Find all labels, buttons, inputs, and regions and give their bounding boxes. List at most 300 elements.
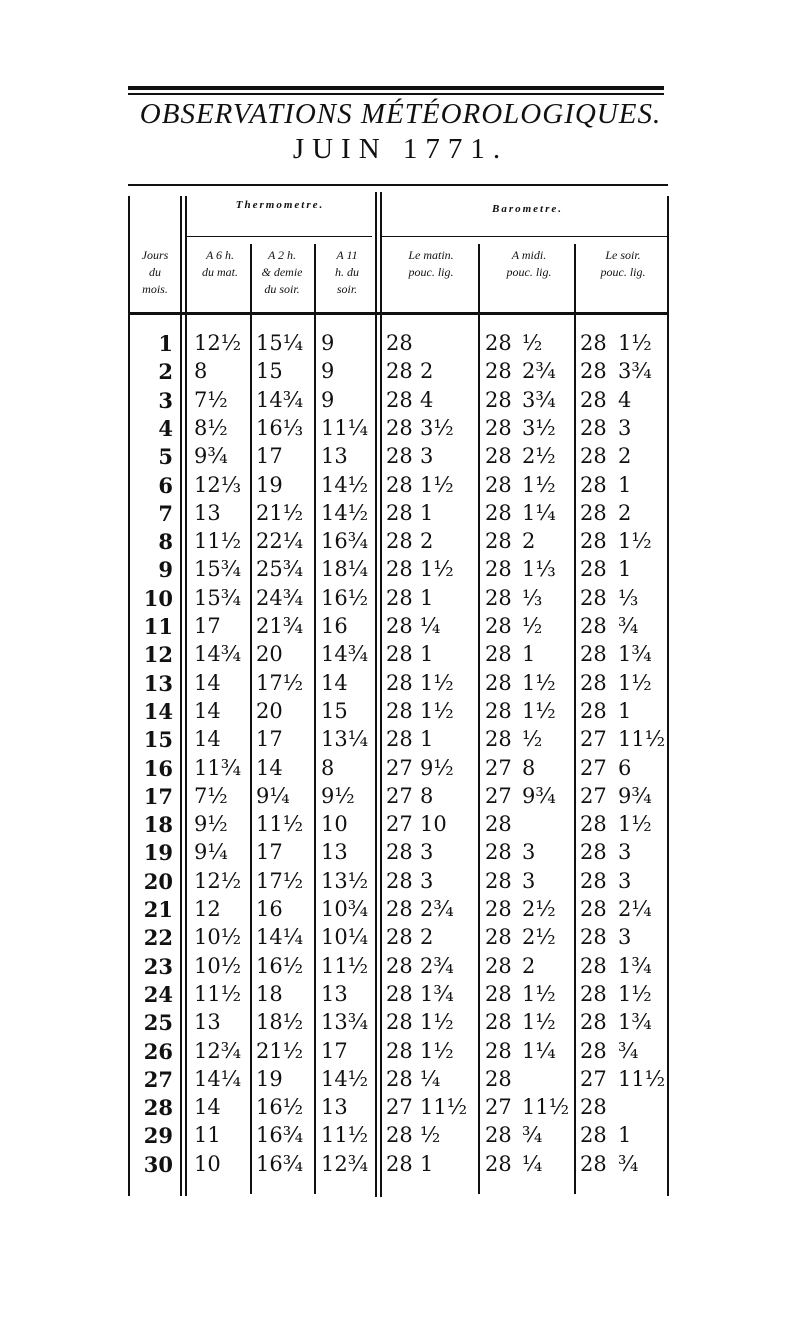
- baro-matin-pouces: 27: [386, 812, 413, 837]
- baro-soir-pouces: 28: [580, 1010, 607, 1035]
- baro-soir-lignes: 1: [618, 698, 632, 723]
- day-number: 4: [158, 415, 173, 441]
- baro-midi-lignes: 2½: [522, 444, 556, 469]
- thermo-2h-cell: 20: [256, 698, 283, 723]
- baro-midi-pouces: 28: [485, 444, 512, 469]
- thermo-6h-cell: 12½: [194, 331, 242, 355]
- col-header-11h: A 11 h. du soir.: [335, 248, 359, 296]
- day-number: 24: [143, 981, 173, 1007]
- top-double-rule-1: [128, 86, 664, 90]
- thermo-2h-cell: 21½: [256, 500, 304, 525]
- baro-midi-pouces: 28: [485, 500, 512, 525]
- baro-midi-pouces: 28: [485, 670, 512, 695]
- baro-soir-pouces: 28: [580, 670, 607, 695]
- baro-soir-pouces: 28: [580, 925, 607, 950]
- baro-midi-lignes: 2: [522, 529, 536, 554]
- baro-midi-lignes: 1⅓: [522, 557, 556, 582]
- baro-midi-lignes: 9¾: [522, 783, 556, 808]
- thermo-11h-cell: 13: [321, 840, 348, 865]
- day-number: 2: [158, 359, 173, 385]
- thermometre-under-rule: [186, 236, 372, 237]
- group-sep-line-a: [375, 192, 377, 1197]
- thermo-6h-cell: 9¼: [194, 840, 228, 865]
- day-number: 16: [143, 755, 173, 781]
- thermo-2h-cell: 20: [256, 642, 283, 667]
- baro-soir-lignes: 1¾: [618, 642, 652, 667]
- baro-midi-pouces: 28: [485, 1066, 512, 1091]
- therm-sep-line-2: [314, 244, 316, 1194]
- baro-midi-lignes: ¾: [522, 1123, 543, 1148]
- baro-midi-lignes: 1½: [522, 981, 556, 1006]
- baro-matin-lignes: 3½: [420, 415, 454, 440]
- day-number: 22: [143, 925, 173, 951]
- thermo-2h-cell: 16⅓: [256, 415, 304, 440]
- baro-matin-lignes: 2¾: [420, 897, 454, 921]
- baro-soir-pouces: 27: [580, 1066, 607, 1091]
- day-number: 29: [143, 1123, 173, 1149]
- baro-matin-lignes: ¼: [420, 614, 441, 638]
- col-header-2h: A 2 h. & demie du soir.: [261, 248, 303, 296]
- baro-soir-pouces: 28: [580, 840, 607, 865]
- baro-matin-pouces: 28: [386, 868, 413, 893]
- day-number: 18: [143, 812, 173, 838]
- col-header-midi: A midi. pouc. lig.: [506, 248, 552, 279]
- header-bottom-rule: [128, 312, 668, 315]
- day-number: 5: [158, 444, 173, 470]
- thermo-11h-cell: 9: [321, 387, 335, 412]
- day-sep-line-a: [180, 196, 182, 1196]
- baro-midi-lignes: 2¾: [522, 359, 556, 384]
- group-sep-line-b: [380, 192, 382, 1197]
- thermo-2h-cell: 16½: [256, 1095, 304, 1120]
- baro-soir-lignes: 1: [618, 557, 632, 582]
- thermo-6h-cell: 15¾: [194, 557, 242, 582]
- thermo-11h-cell: 8: [321, 755, 335, 780]
- baro-midi-lignes: 3: [522, 840, 536, 865]
- baro-soir-lignes: ¾: [618, 614, 639, 638]
- baro-matin-lignes: 1: [420, 585, 434, 610]
- thermo-2h-cell: 16: [256, 897, 283, 921]
- baro-matin-lignes: 10: [420, 812, 447, 837]
- baro-matin-lignes: 3: [420, 840, 434, 865]
- day-number: 30: [143, 1151, 173, 1177]
- baro-matin-lignes: 2: [420, 925, 434, 950]
- day-number: 13: [143, 670, 173, 696]
- baro-midi-pouces: 27: [485, 783, 512, 808]
- baro-soir-lignes: 3: [618, 840, 632, 865]
- thermo-6h-cell: 11½: [194, 981, 242, 1006]
- thermo-2h-cell: 25¾: [256, 557, 304, 582]
- baro-matin-lignes: 11½: [420, 1095, 468, 1120]
- baro-soir-pouces: 28: [580, 1095, 607, 1120]
- baro-soir-pouces: 28: [580, 359, 607, 384]
- day-number: 3: [158, 387, 173, 413]
- thermo-6h-cell: 8: [194, 359, 208, 384]
- day-sep-line-b: [185, 196, 187, 1196]
- baro-matin-lignes: 2¾: [420, 953, 454, 978]
- baro-matin-pouces: 28: [386, 585, 413, 610]
- baro-midi-lignes: 1½: [522, 472, 556, 497]
- baro-soir-pouces: 28: [580, 642, 607, 667]
- baro-matin-pouces: 28: [386, 1066, 413, 1091]
- baro-midi-lignes: 2: [522, 953, 536, 978]
- thermo-2h-cell: 15¼: [256, 331, 304, 355]
- baro-matin-pouces: 27: [386, 1095, 413, 1120]
- baro-midi-lignes: ½: [522, 614, 543, 638]
- baro-midi-lignes: 3½: [522, 415, 556, 440]
- baro-midi-lignes: 3: [522, 868, 536, 893]
- page-title: OBSERVATIONS MÉTÉOROLOGIQUES.: [139, 98, 662, 130]
- baro-soir-lignes: 11½: [618, 727, 666, 752]
- thermo-6h-cell: 14: [194, 698, 221, 723]
- thermo-6h-cell: 14: [194, 727, 221, 752]
- baro-matin-pouces: 28: [386, 698, 413, 723]
- baro-matin-lignes: 8: [420, 783, 434, 808]
- thermo-11h-cell: 10¼: [321, 925, 369, 950]
- thermo-6h-cell: 17: [194, 614, 221, 638]
- right-border-line: [667, 196, 669, 1196]
- thermo-6h-cell: 13: [194, 1010, 221, 1035]
- thermo-6h-cell: 13: [194, 500, 221, 525]
- baro-midi-pouces: 28: [485, 981, 512, 1006]
- thermo-2h-cell: 14: [256, 755, 283, 780]
- thermo-11h-cell: 13: [321, 981, 348, 1006]
- baro-matin-lignes: ½: [420, 1123, 441, 1148]
- baro-midi-pouces: 28: [485, 1038, 512, 1063]
- baro-matin-pouces: 28: [386, 331, 413, 355]
- baro-midi-pouces: 28: [485, 1010, 512, 1035]
- thermo-11h-cell: 16¾: [321, 529, 369, 554]
- baro-midi-lignes: ¼: [522, 1151, 543, 1176]
- baro-soir-lignes: 2: [618, 444, 632, 469]
- baro-soir-lignes: ¾: [618, 1151, 639, 1176]
- baro-matin-pouces: 28: [386, 1151, 413, 1176]
- baro-midi-pouces: 28: [485, 1123, 512, 1148]
- thermo-11h-cell: 14: [321, 670, 348, 695]
- baro-midi-lignes: 1½: [522, 698, 556, 723]
- day-number: 15: [143, 727, 173, 753]
- barometre-under-rule: [382, 236, 668, 237]
- baro-soir-lignes: 1: [618, 472, 632, 497]
- baro-midi-lignes: ⅓: [522, 585, 543, 610]
- thermo-2h-cell: 17: [256, 444, 283, 469]
- thermo-2h-cell: 16½: [256, 953, 304, 978]
- day-number: 14: [143, 698, 173, 724]
- baro-midi-lignes: 1½: [522, 1010, 556, 1035]
- baro-midi-pouces: 28: [485, 585, 512, 610]
- baro-midi-lignes: 11½: [522, 1095, 570, 1120]
- thermo-11h-cell: 10: [321, 812, 348, 837]
- baro-soir-pouces: 28: [580, 387, 607, 412]
- day-number: 10: [143, 585, 173, 611]
- baro-midi-pouces: 28: [485, 614, 512, 638]
- baro-soir-pouces: 28: [580, 444, 607, 469]
- baro-midi-lignes: 3¾: [522, 387, 556, 412]
- baro-midi-lignes: 1¼: [522, 500, 556, 525]
- thermo-6h-cell: 7½: [194, 783, 228, 808]
- top-double-rule-2: [128, 93, 664, 95]
- baro-soir-pouces: 28: [580, 1151, 607, 1176]
- baro-matin-pouces: 28: [386, 614, 413, 638]
- thermo-6h-cell: 14: [194, 1095, 221, 1120]
- baro-midi-pouces: 28: [485, 387, 512, 412]
- baro-soir-pouces: 28: [580, 415, 607, 440]
- thermo-2h-cell: 11½: [256, 812, 304, 837]
- day-number: 23: [143, 953, 173, 979]
- day-number: 17: [143, 783, 173, 809]
- baro-midi-lignes: 1½: [522, 670, 556, 695]
- baro-matin-pouces: 28: [386, 472, 413, 497]
- baro-matin-lignes: 4: [420, 387, 434, 412]
- baro-matin-lignes: 9½: [420, 755, 454, 780]
- thermo-6h-cell: 11½: [194, 529, 242, 554]
- baro-matin-pouces: 28: [386, 387, 413, 412]
- baro-matin-pouces: 28: [386, 642, 413, 667]
- baro-midi-lignes: 2½: [522, 925, 556, 950]
- left-border-line: [128, 196, 130, 1196]
- baro-matin-lignes: 3: [420, 444, 434, 469]
- barometre-group-header: Barometre.: [491, 203, 564, 215]
- baro-midi-pouces: 28: [485, 415, 512, 440]
- baro-matin-pouces: 28: [386, 444, 413, 469]
- col-header-matin: Le matin. pouc. lig.: [408, 248, 454, 279]
- baro-soir-pouces: 28: [580, 812, 607, 837]
- baro-soir-pouces: 27: [580, 727, 607, 752]
- baro-matin-pouces: 28: [386, 1038, 413, 1063]
- baro-midi-lignes: ½: [522, 331, 543, 355]
- baro-soir-lignes: 11½: [618, 1066, 666, 1091]
- baro-midi-pouces: 28: [485, 953, 512, 978]
- baro-soir-pouces: 28: [580, 614, 607, 638]
- baro-matin-pouces: 28: [386, 359, 413, 384]
- thermo-2h-cell: 22¼: [256, 529, 304, 554]
- baro-matin-pouces: 28: [386, 840, 413, 865]
- baro-matin-lignes: 1½: [420, 670, 454, 695]
- thermo-11h-cell: 14½: [321, 500, 369, 525]
- baro-midi-pouces: 28: [485, 359, 512, 384]
- thermo-11h-cell: 9: [321, 359, 335, 384]
- baro-matin-lignes: ¼: [420, 1066, 441, 1091]
- thermo-6h-cell: 8½: [194, 415, 228, 440]
- baro-midi-pouces: 28: [485, 331, 512, 355]
- baro-midi-pouces: 28: [485, 897, 512, 921]
- baro-midi-pouces: 28: [485, 925, 512, 950]
- thermo-11h-cell: 13: [321, 444, 348, 469]
- baro-matin-pouces: 28: [386, 727, 413, 752]
- baro-soir-lignes: ⅓: [618, 585, 639, 610]
- thermo-11h-cell: 13½: [321, 868, 369, 893]
- baro-soir-pouces: 28: [580, 953, 607, 978]
- baro-soir-lignes: 6: [618, 755, 632, 780]
- day-number: 9: [158, 557, 173, 583]
- thermo-6h-cell: 7½: [194, 387, 228, 412]
- day-number: 19: [143, 840, 173, 866]
- baro-soir-pouces: 28: [580, 500, 607, 525]
- day-number: 21: [143, 897, 173, 922]
- baro-midi-pouces: 28: [485, 727, 512, 752]
- day-number: 20: [143, 868, 173, 894]
- baro-matin-lignes: 1: [420, 1151, 434, 1176]
- baro-matin-pouces: 27: [386, 783, 413, 808]
- baro-matin-lignes: 1½: [420, 698, 454, 723]
- thermo-2h-cell: 16¾: [256, 1151, 304, 1176]
- baro-soir-lignes: 3: [618, 868, 632, 893]
- baro-midi-pouces: 28: [485, 472, 512, 497]
- thermo-11h-cell: 9: [321, 331, 335, 355]
- thermo-11h-cell: 18¼: [321, 557, 369, 582]
- thermo-6h-cell: 11¾: [194, 755, 242, 780]
- thermo-6h-cell: 10½: [194, 953, 242, 978]
- baro-midi-pouces: 28: [485, 698, 512, 723]
- baro-matin-lignes: 3: [420, 868, 434, 893]
- thermo-6h-cell: 15¾: [194, 585, 242, 610]
- baro-sep-line-1: [478, 244, 480, 1194]
- baro-matin-lignes: 1½: [420, 472, 454, 497]
- baro-midi-pouces: 28: [485, 529, 512, 554]
- baro-matin-lignes: 1½: [420, 1010, 454, 1035]
- thermo-11h-cell: 11½: [321, 953, 369, 978]
- baro-soir-pouces: 27: [580, 755, 607, 780]
- baro-soir-lignes: 1¾: [618, 1010, 652, 1035]
- day-number: 6: [158, 472, 173, 498]
- baro-matin-lignes: 1: [420, 642, 434, 667]
- baro-soir-lignes: 3: [618, 415, 632, 440]
- baro-soir-lignes: 2: [618, 500, 632, 525]
- baro-soir-pouces: 28: [580, 868, 607, 893]
- col-header-jours: Jours du mois.: [141, 248, 169, 296]
- thermo-11h-cell: 13¾: [321, 1010, 369, 1035]
- day-number: 8: [158, 529, 173, 555]
- baro-soir-pouces: 28: [580, 981, 607, 1006]
- baro-soir-lignes: 2¼: [618, 897, 652, 921]
- thermo-2h-cell: 19: [256, 1066, 283, 1091]
- baro-matin-pouces: 28: [386, 1123, 413, 1148]
- thermo-11h-cell: 14¾: [321, 642, 369, 667]
- baro-soir-lignes: 9¾: [618, 783, 652, 808]
- thermo-2h-cell: 18½: [256, 1010, 304, 1035]
- thermo-2h-cell: 18: [256, 981, 283, 1006]
- thermo-2h-cell: 21¾: [256, 614, 304, 638]
- baro-soir-lignes: 1: [618, 1123, 632, 1148]
- day-number: 28: [143, 1095, 173, 1121]
- thermo-6h-cell: 14¾: [194, 642, 242, 667]
- thermo-11h-cell: 12¾: [321, 1151, 369, 1176]
- page-subtitle: JUIN 1771.: [292, 133, 509, 165]
- baro-midi-lignes: 1: [522, 642, 536, 667]
- baro-soir-lignes: 1½: [618, 529, 652, 554]
- baro-midi-pouces: 28: [485, 642, 512, 667]
- thermo-6h-cell: 10: [194, 1151, 221, 1176]
- baro-matin-pouces: 28: [386, 529, 413, 554]
- thermo-2h-cell: 21½: [256, 1038, 304, 1063]
- baro-soir-lignes: 1½: [618, 812, 652, 837]
- thermo-2h-cell: 17½: [256, 868, 304, 893]
- baro-matin-pouces: 28: [386, 981, 413, 1006]
- thermo-2h-cell: 17: [256, 840, 283, 865]
- baro-matin-pouces: 27: [386, 755, 413, 780]
- baro-midi-pouces: 28: [485, 812, 512, 837]
- baro-soir-lignes: 1½: [618, 670, 652, 695]
- baro-soir-lignes: ¾: [618, 1038, 639, 1063]
- baro-soir-pouces: 28: [580, 557, 607, 582]
- thermo-2h-cell: 16¾: [256, 1123, 304, 1148]
- baro-matin-pouces: 28: [386, 670, 413, 695]
- thermo-2h-cell: 15: [256, 359, 283, 384]
- baro-matin-pouces: 28: [386, 1010, 413, 1035]
- baro-soir-lignes: 4: [618, 387, 632, 412]
- baro-midi-pouces: 27: [485, 1095, 512, 1120]
- baro-soir-lignes: 1½: [618, 331, 652, 355]
- baro-soir-pouces: 28: [580, 698, 607, 723]
- baro-midi-pouces: 28: [485, 1151, 512, 1176]
- thermo-11h-cell: 11½: [321, 1123, 369, 1148]
- baro-matin-lignes: 1½: [420, 557, 454, 582]
- day-number: 12: [143, 642, 173, 668]
- baro-soir-pouces: 28: [580, 1123, 607, 1148]
- baro-soir-pouces: 28: [580, 472, 607, 497]
- baro-matin-lignes: 2: [420, 359, 434, 384]
- thermo-2h-cell: 19: [256, 472, 283, 497]
- col-header-soir: Le soir. pouc. lig.: [600, 248, 646, 279]
- thermo-2h-cell: 14¼: [256, 925, 304, 950]
- thermo-6h-cell: 11: [194, 1123, 221, 1148]
- baro-matin-pouces: 28: [386, 897, 413, 921]
- baro-midi-pouces: 27: [485, 755, 512, 780]
- thermo-6h-cell: 12: [194, 897, 221, 921]
- baro-soir-pouces: 28: [580, 897, 607, 921]
- baro-matin-lignes: 1½: [420, 1038, 454, 1063]
- day-number: 11: [143, 614, 173, 639]
- day-number: 7: [158, 500, 173, 526]
- baro-matin-pouces: 28: [386, 500, 413, 525]
- baro-matin-pouces: 28: [386, 557, 413, 582]
- thermo-11h-cell: 9½: [321, 783, 355, 808]
- thermo-11h-cell: 16: [321, 614, 348, 638]
- baro-soir-pouces: 28: [580, 331, 607, 355]
- baro-matin-lignes: 1¾: [420, 981, 454, 1006]
- baro-midi-pouces: 28: [485, 557, 512, 582]
- thermo-11h-cell: 13: [321, 1095, 348, 1120]
- baro-midi-lignes: ½: [522, 727, 543, 752]
- thermo-6h-cell: 9½: [194, 812, 228, 837]
- baro-matin-pouces: 28: [386, 415, 413, 440]
- baro-midi-lignes: 2½: [522, 897, 556, 921]
- baro-matin-lignes: 2: [420, 529, 434, 554]
- thermo-2h-cell: 14¾: [256, 387, 304, 412]
- baro-soir-lignes: 3¾: [618, 359, 652, 384]
- baro-soir-pouces: 28: [580, 585, 607, 610]
- baro-matin-pouces: 28: [386, 953, 413, 978]
- thermo-6h-cell: 14: [194, 670, 221, 695]
- thermo-11h-cell: 16½: [321, 585, 369, 610]
- thermo-11h-cell: 10¾: [321, 897, 369, 921]
- baro-midi-lignes: 8: [522, 755, 536, 780]
- thermo-2h-cell: 17: [256, 727, 283, 752]
- thermo-6h-cell: 12¾: [194, 1038, 242, 1063]
- thermo-11h-cell: 14½: [321, 1066, 369, 1091]
- baro-soir-pouces: 28: [580, 1038, 607, 1063]
- baro-matin-pouces: 28: [386, 925, 413, 950]
- thermometre-group-header: Thermometre.: [235, 199, 325, 211]
- thermo-6h-cell: 14¼: [194, 1066, 242, 1091]
- baro-midi-lignes: 1¼: [522, 1038, 556, 1063]
- baro-soir-lignes: 1½: [618, 981, 652, 1006]
- thermo-6h-cell: 9¾: [194, 444, 228, 469]
- thermo-6h-cell: 10½: [194, 925, 242, 950]
- col-header-6h: A 6 h. du mat.: [202, 248, 238, 279]
- baro-soir-pouces: 28: [580, 529, 607, 554]
- baro-soir-lignes: 1¾: [618, 953, 652, 978]
